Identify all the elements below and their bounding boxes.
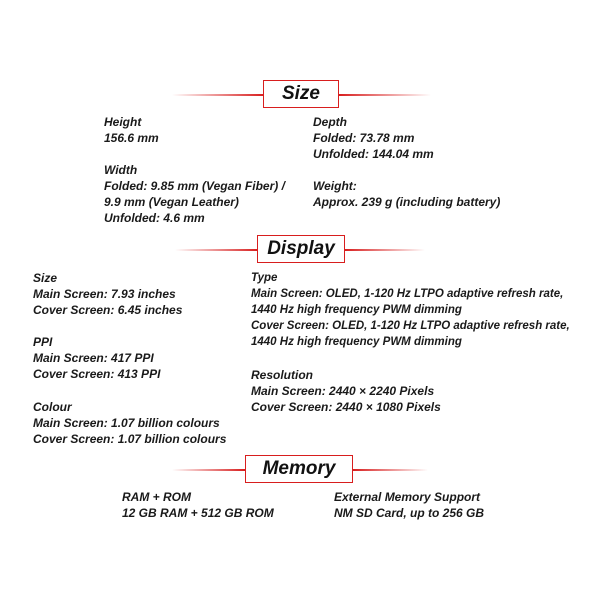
- memory-heading: Memory: [245, 455, 353, 483]
- size-width-block: [104, 162, 285, 226]
- resolution-cover: Cover Screen: 2440 × 1080 Pixels: [251, 400, 441, 414]
- size-heading: Size: [263, 80, 339, 108]
- display-colour-block: [33, 399, 226, 447]
- size-header-right-rule: [339, 94, 431, 96]
- type-main-line-1: Main Screen: OLED, 1-120 Hz LTPO adaptive refresh rate,: [251, 288, 564, 300]
- size-header-left-rule: [172, 94, 264, 96]
- resolution-main: Main Screen: 2440 × 2240 Pixels: [251, 384, 435, 398]
- type-cover-line-2: 1440 Hz high frequency PWM dimming: [251, 336, 462, 348]
- display-size-label: Size: [33, 271, 58, 285]
- display-ppi-block: [33, 334, 160, 382]
- memory-ram-rom-block: [122, 489, 274, 521]
- size-section-header: [0, 80, 600, 110]
- display-heading: Display: [257, 235, 345, 263]
- depth-label: Depth: [313, 115, 347, 129]
- display-header-right-rule: [345, 249, 425, 251]
- type-main-line-2: 1440 Hz high frequency PWM dimming: [251, 304, 462, 316]
- memory-section-header: [0, 455, 600, 485]
- external-memory-label: External Memory Support: [334, 490, 481, 504]
- width-label: Width: [104, 163, 138, 177]
- ram-rom-value: 12 GB RAM + 512 GB ROM: [122, 506, 274, 520]
- display-type-block: [251, 270, 570, 350]
- weight-label: Weight:: [313, 179, 357, 193]
- resolution-label: Resolution: [251, 368, 313, 382]
- size-height-block: [104, 114, 159, 146]
- display-header-left-rule: [175, 249, 258, 251]
- ppi-main: Main Screen: 417 PPI: [33, 351, 154, 365]
- height-value: 156.6 mm: [104, 131, 159, 145]
- display-size-main: Main Screen: 7.93 inches: [33, 287, 176, 301]
- external-memory-value: NM SD Card, up to 256 GB: [334, 506, 485, 520]
- depth-folded-line: Folded: 73.78 mm: [313, 131, 415, 145]
- width-folded-line-2: 9.9 mm (Vegan Leather): [104, 195, 239, 209]
- ppi-cover: Cover Screen: 413 PPI: [33, 367, 161, 381]
- memory-header-right-rule: [353, 469, 428, 471]
- colour-label: Colour: [33, 400, 72, 414]
- colour-main: Main Screen: 1.07 billion colours: [33, 416, 220, 430]
- depth-unfolded-line: Unfolded: 144.04 mm: [313, 147, 434, 161]
- memory-header-left-rule: [172, 469, 245, 471]
- size-weight-block: [313, 178, 500, 210]
- display-size-block: [33, 270, 182, 318]
- display-section-header: [0, 235, 600, 265]
- width-folded-line: Folded: 9.85 mm (Vegan Fiber) /: [104, 179, 285, 193]
- size-depth-block: [313, 114, 434, 162]
- type-label: Type: [251, 272, 278, 284]
- colour-cover: Cover Screen: 1.07 billion colours: [33, 432, 227, 446]
- width-unfolded-line: Unfolded: 4.6 mm: [104, 211, 205, 225]
- display-resolution-block: [251, 367, 441, 415]
- weight-value: Approx. 239 g (including battery): [313, 195, 501, 209]
- height-label: Height: [104, 115, 142, 129]
- ppi-label: PPI: [33, 335, 53, 349]
- display-size-cover: Cover Screen: 6.45 inches: [33, 303, 183, 317]
- ram-rom-label: RAM + ROM: [122, 490, 191, 504]
- type-cover-line-1: Cover Screen: OLED, 1-120 Hz LTPO adaptive refresh rate,: [251, 320, 570, 332]
- memory-external-block: [334, 489, 484, 521]
